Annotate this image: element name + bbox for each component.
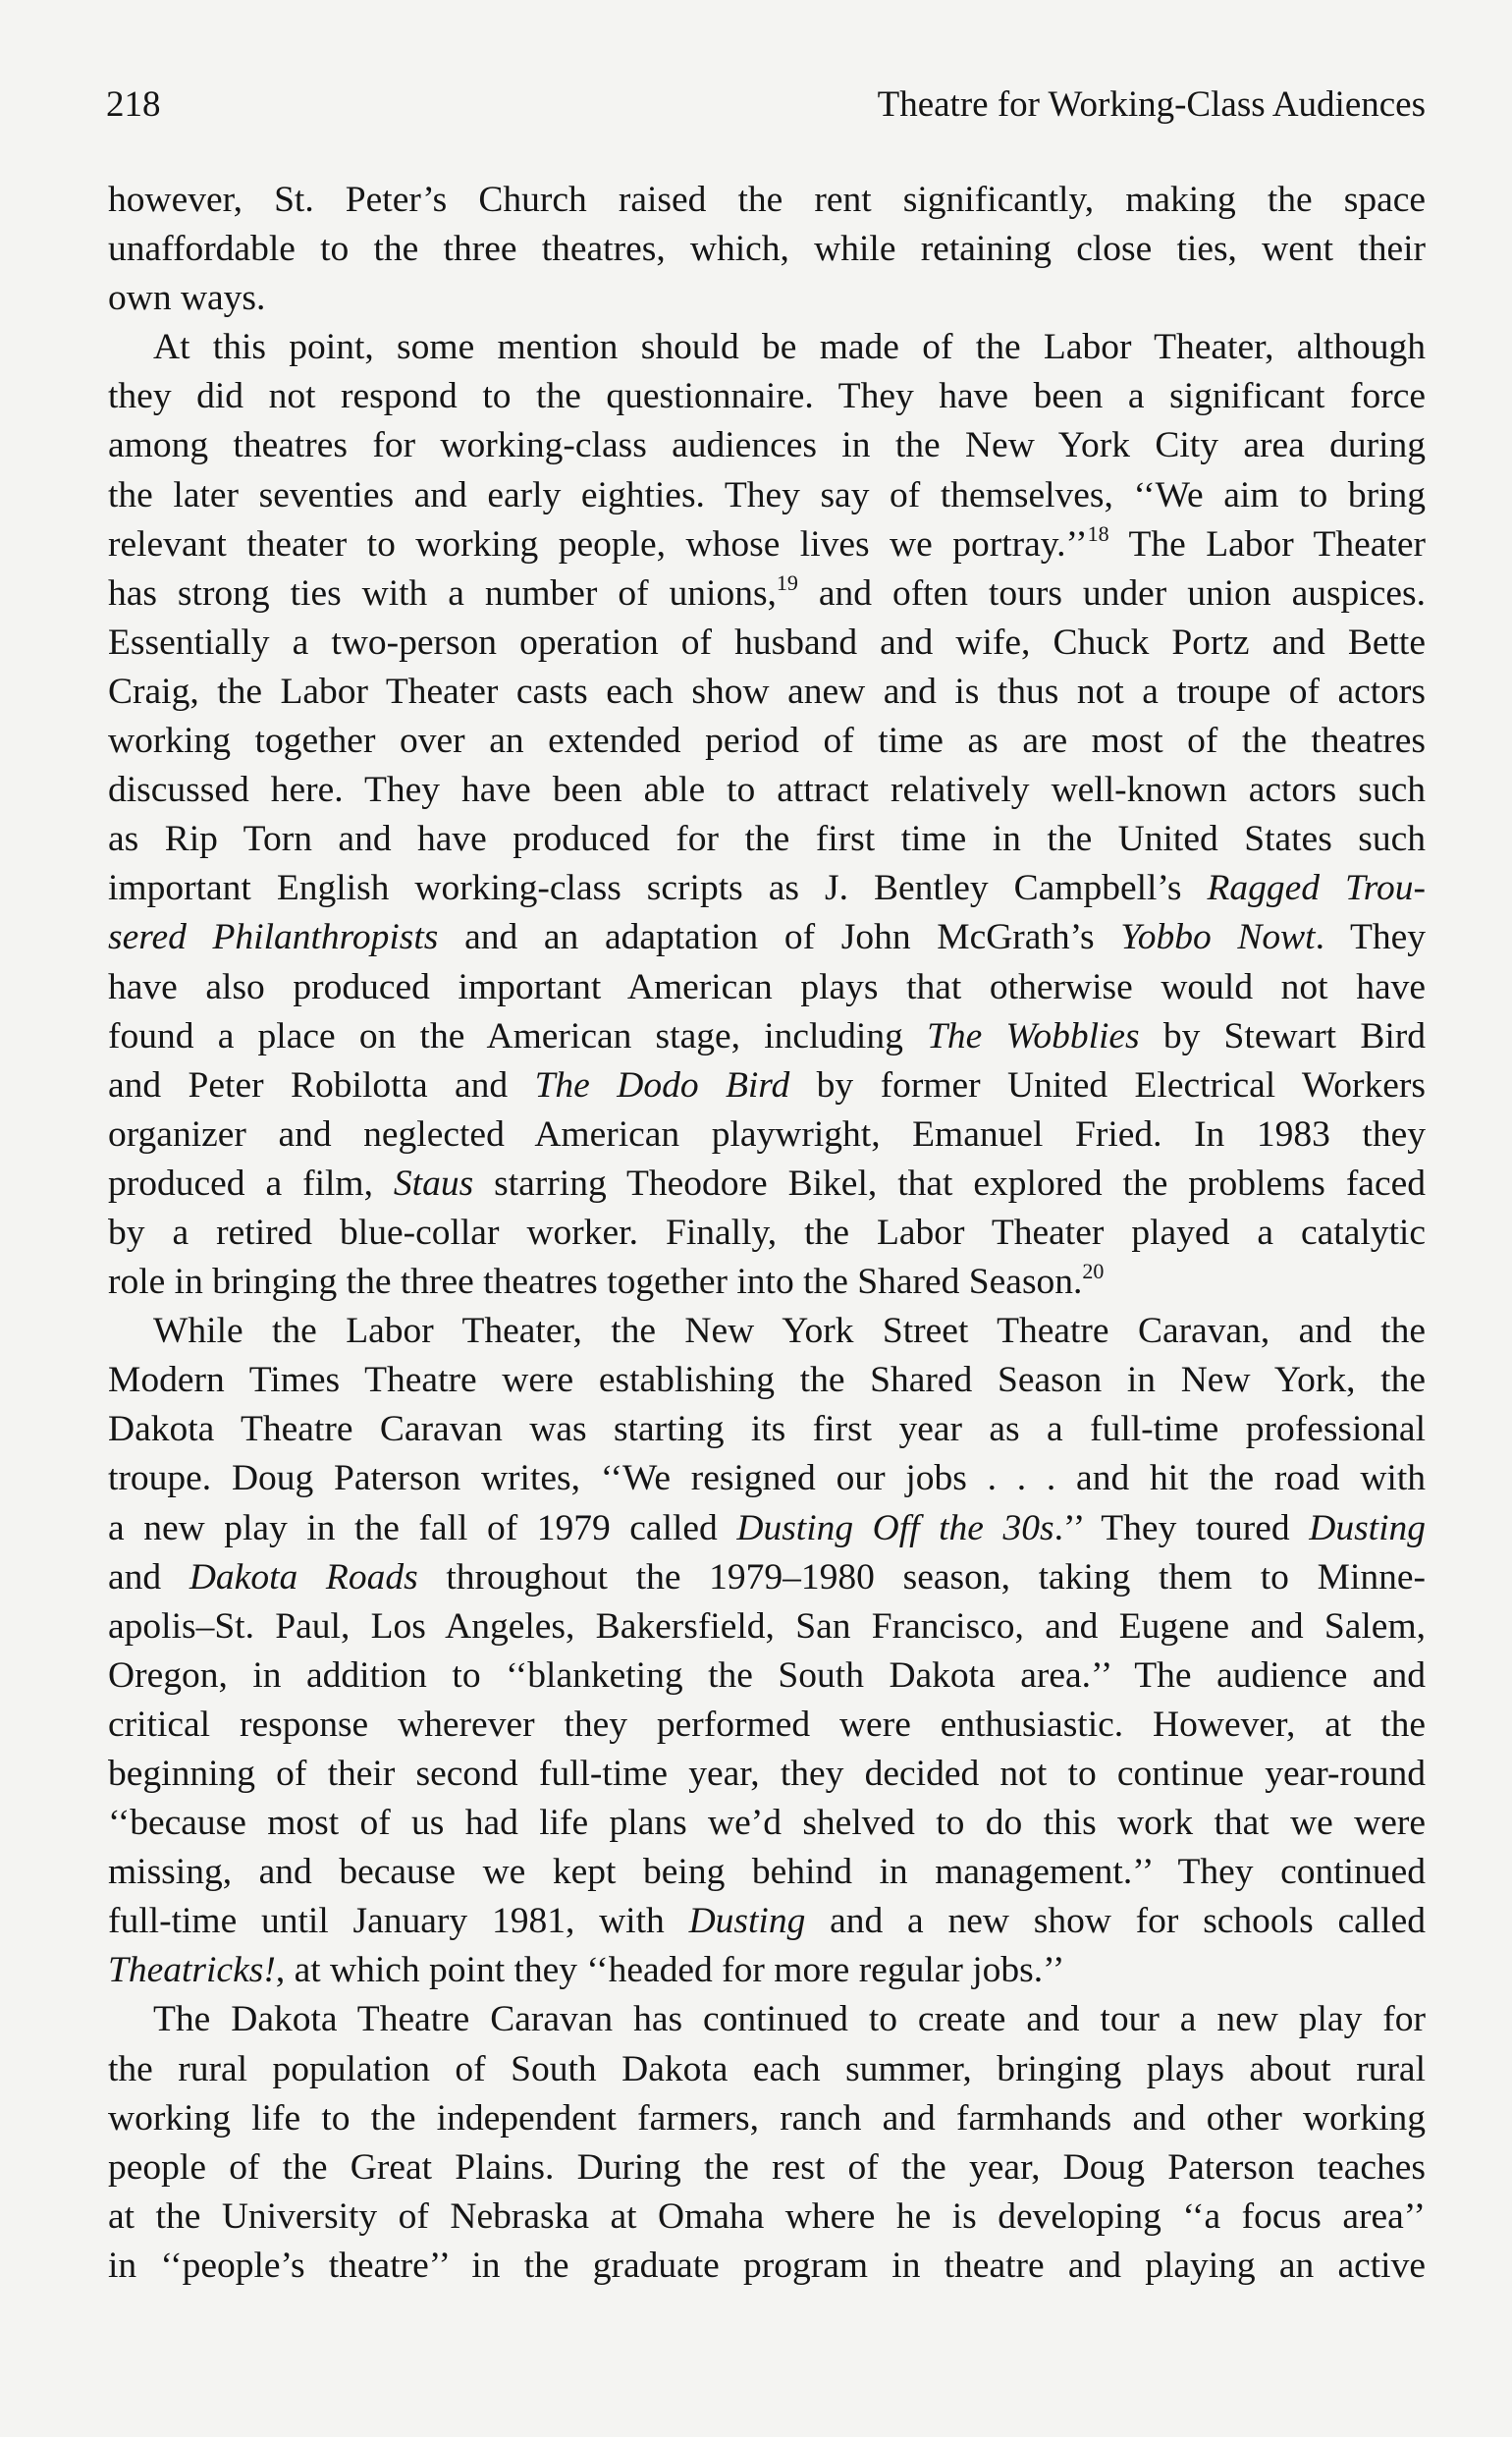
text-line: has strong ties with a number of unions,$^{19}$ and often tours under union auspices. [108,569,1426,614]
text-line: they did not respond to the questionnaire. They have been a significant force [108,376,1426,417]
text-line: Dakota Theatre Caravan was starting its first year as a full-time professional [108,1409,1426,1450]
italic-title: Dakota Roads [189,1556,418,1598]
italic-title: Staus [393,1163,474,1204]
text-line: working together over an extended period of time as are most of the theatres [108,721,1426,762]
text-line: troupe. Doug Paterson writes, ‘‘We resigned our jobs . . . and hit the road with [108,1458,1426,1499]
text-line: at the University of Nebraska at Omaha where he is developing ‘‘a focus area’’ [108,2195,1426,2237]
italic-title: Dusting Off the 30s [736,1507,1054,1548]
text-line: in ‘‘people’s theatre’’ in the graduate program in theatre and playing an active [108,2245,1426,2286]
text-line: ‘‘because most of us had life plans we’d shelved to do this work that we were [108,1803,1426,1844]
italic-title: Theatricks! [108,1950,276,1991]
page-number: 218 [106,84,161,125]
text-line: beginning of their second full-time year, they decided not to continue year-round [108,1754,1426,1794]
text-line: Essentially a two-person operation of husband and wife, Chuck Portz and Bette [108,622,1426,663]
italic-title: Ragged Trou- [1207,868,1426,909]
text-line: important English working-class scripts as J. Bentley Campbell’s Ragged Trou- [108,868,1426,909]
text-line: At this point, some mention should be made of the Labor Theater, although [153,327,1426,368]
text-line: While the Labor Theater, the New York Street Theatre Caravan, and the [153,1311,1426,1352]
text-line: among theatres for working-class audiences in the New York City area during [108,425,1426,466]
italic-title: Dusting [688,1901,806,1942]
text-line: missing, and because we kept being behind in management.’’ They continued [108,1852,1426,1893]
italic-title: The Dodo Bird [534,1064,790,1106]
text-line: have also produced important American plays that otherwise would not have [108,966,1426,1007]
text-line: Oregon, in addition to ‘‘blanketing the South Dakota area.’’ The audience and [108,1654,1426,1696]
text-line: The Dakota Theatre Caravan has continued to create and tour a new play for [153,1999,1426,2040]
text-line: a new play in the fall of 1979 called Dusting Off the 30s.’’ They toured Dusting [108,1507,1426,1548]
text-line: found a place on the American stage, including The Wobblies by Stewart Bird [108,1015,1426,1056]
text-line: however, St. Peter’s Church raised the rent significantly, making the space [108,180,1426,220]
italic-title: The Wobblies [927,1015,1140,1056]
running-head [106,81,1426,130]
text-line: Theatricks!, at which point they ‘‘headed for more regular jobs.’’ [108,1950,1065,1991]
body-text [108,176,1426,2291]
text-line: Craig, the Labor Theater casts each show anew and is thus not a troupe of actors [108,671,1426,712]
text-line: discussed here. They have been able to attract relatively well-known actors such [108,770,1426,811]
footnote-ref: 20 [1082,1259,1105,1284]
text-line: role in bringing the three theatres together into the Shared Season.$^{20}$ [108,1259,1105,1303]
italic-title: Yobbo Nowt [1120,917,1316,958]
footnote-ref: 19 [776,569,798,595]
text-line: the rural population of South Dakota each summer, bringing plays about rural [108,2048,1426,2089]
text-line: unaffordable to the three theatres, which, while retaining close ties, went their [108,229,1426,270]
text-line: own ways. [108,278,266,319]
text-line: working life to the independent farmers, ranch and farmhands and other working [108,2097,1426,2139]
text-line: critical response wherever they performed were enthusiastic. However, at the [108,1704,1426,1745]
text-line: people of the Great Plains. During the rest of the year, Doug Paterson teaches [108,2146,1426,2188]
text-line: sered Philanthropists and an adaptation of John McGrath’s Yobbo Nowt. They [108,917,1426,958]
italic-title: Dusting [1309,1507,1426,1548]
text-line: organizer and neglected American playwright, Emanuel Fried. In 1983 they [108,1113,1426,1155]
text-line: apolis–St. Paul, Los Angeles, Bakersfield, San Francisco, and Eugene and Salem, [108,1605,1426,1647]
text-line: by a retired blue-collar worker. Finally, the Labor Theater played a catalytic [108,1212,1426,1253]
running-title: Theatre for Working-Class Audiences [877,84,1426,125]
text-line: relevant theater to working people, whose lives we portray.’’$^{18}$ The Labor Theater [108,520,1427,565]
text-line: Modern Times Theatre were establishing the Shared Season in New York, the [108,1360,1426,1401]
text-line: the later seventies and early eighties. They say of themselves, ‘‘We aim to bring [108,474,1426,515]
italic-title: sered Philanthropists [108,917,439,958]
text-line: produced a film, Staus starring Theodore Bikel, that explored the problems faced [108,1163,1426,1204]
footnote-ref: 18 [1087,520,1109,546]
text-line: full-time until January 1981, with Dusting and a new show for schools called [108,1901,1426,1942]
text-line: as Rip Torn and have produced for the first time in the United States such [108,819,1426,860]
text-line: and Peter Robilotta and The Dodo Bird by former United Electrical Workers [108,1064,1426,1106]
text-line: and Dakota Roads throughout the 1979–1980 season, taking them to Minne- [108,1556,1426,1598]
